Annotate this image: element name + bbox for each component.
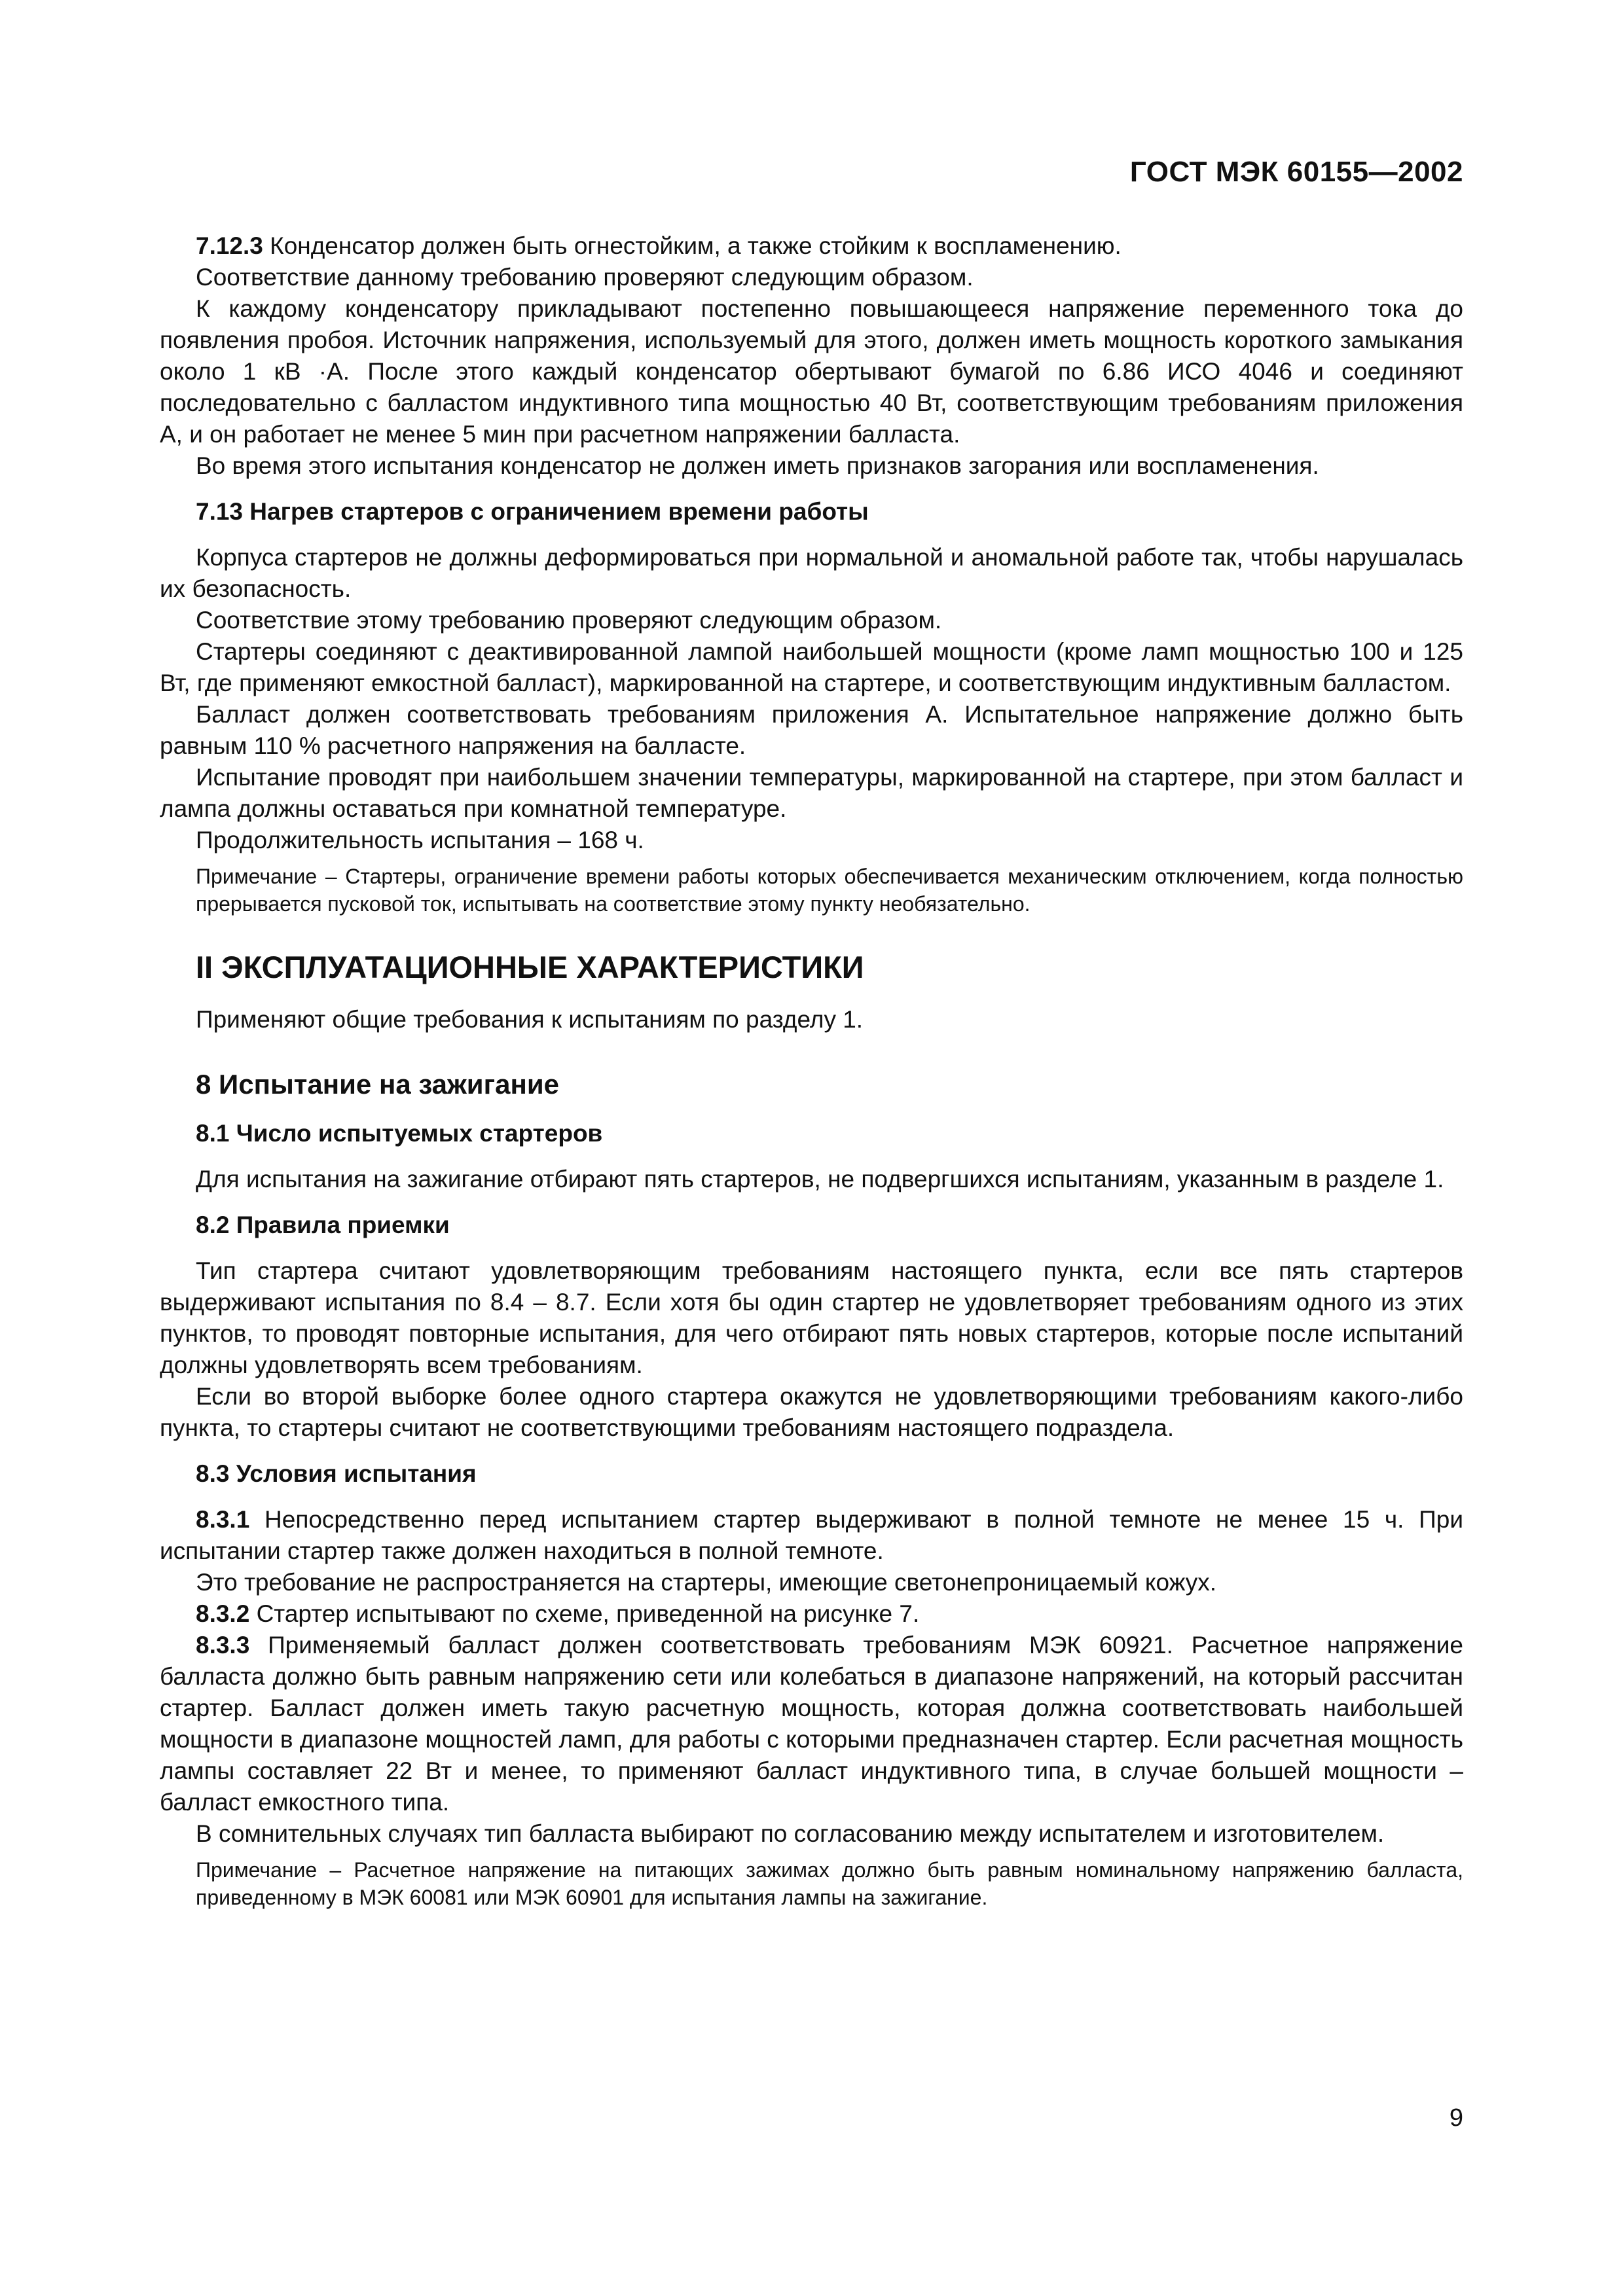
paragraph: Соответствие данному требованию проверяют следующим образом. bbox=[196, 264, 974, 291]
document-body bbox=[160, 230, 1463, 1915]
paragraph: Это требование не распространяется на стартеры, имеющие светонепроницаемый кожух. bbox=[196, 1569, 1217, 1596]
clause-text: Применяемый балласт должен соответствовать требованиям МЭК 60921. Расчетное напряжение балласта должно быть равным напряжению сети или колебаться в диапазоне напряжений, на который рассчитан стартер. Балласт должен иметь такую расчетную мощность, которая должна соответствовать наибольшей мощности в диапазоне мощностей ламп, для работы с которыми предназначен стартер. Если расчетная мощность лампы составляет 22 Вт и менее, то применяют балласт индуктивного типа, в случае большей мощности – балласт емкостного типа. bbox=[160, 1632, 1464, 1816]
paragraph: Во время этого испытания конденсатор не должен иметь признаков загорания или воспламенения. bbox=[196, 452, 1319, 479]
paragraph-7-12-3 bbox=[160, 230, 1463, 262]
paragraph: В сомнительных случаях тип балласта выбирают по согласованию между испытателем и изготовителем. bbox=[196, 1820, 1385, 1847]
paragraph: Тип стартера считают удовлетворяющим требованиям настоящего пункта, если все пять стартеров выдерживают испытания по 8.4 – 8.7. Если хотя бы один стартер не удовлетворяет требованиям одного из этих пунктов, то проводят повторные испытания, для чего отбирают пять новых стартеров, которые после испытаний должны удовлетворять всем требованиям. bbox=[160, 1257, 1463, 1378]
section-heading-8: 8 Испытание на зажигание bbox=[196, 1069, 560, 1100]
paragraph: К каждому конденсатору прикладывают постепенно повышающееся напряжение переменного тока до появления пробоя. Источник напряжения, используемый для этого, должен иметь мощность короткого замыкания около 1 кВ ·А. После этого каждый конденсатор обертывают бумагой по 6.86 ИСО 4046 и соединяют последовательно с балластом индуктивного типа мощностью 40 Вт, соответствующим требованиям приложения А, и он работает не менее 5 мин при расчетном напряжении балласта. bbox=[160, 295, 1463, 448]
clause-text: Конденсатор должен быть огнестойким, а также стойким к воспламенению. bbox=[270, 232, 1122, 259]
page-number: 9 bbox=[1449, 2104, 1463, 2132]
paragraph: Стартеры соединяют с деактивированной лампой наибольшей мощности (кроме ламп мощностью 100 и 125 Вт, где применяют емкостной балласт), маркированной на стартере, и соответствующим индуктивным балластом. bbox=[160, 638, 1463, 696]
clause-number: 7.12.3 bbox=[196, 232, 263, 259]
paragraph: Для испытания на зажигание отбирают пять стартеров, не подвергшихся испытаниям, указанным в разделе 1. bbox=[196, 1166, 1444, 1193]
document-header: ГОСТ МЭК 60155—2002 bbox=[1129, 156, 1463, 188]
paragraph: Испытание проводят при наибольшем значении температуры, маркированной на стартере, при этом балласт и лампа должны оставаться при комнатной температуре. bbox=[160, 764, 1463, 822]
subsection-heading-7-13: 7.13 Нагрев стартеров с ограничением времени работы bbox=[196, 498, 869, 525]
paragraph: Балласт должен соответствовать требованиям приложения А. Испытательное напряжение должно быть равным 110 % расчетного напряжения на балласте. bbox=[160, 701, 1463, 759]
paragraph: Если во второй выборке более одного стартера окажутся не удовлетворяющими требованиям какого-либо пункта, то стартеры считают не соответствующими требованиям настоящего подраздела. bbox=[160, 1383, 1463, 1441]
paragraph: Корпуса стартеров не должны деформироваться при нормальной и аномальной работе так, чтобы нарушалась их безопасность. bbox=[160, 544, 1463, 602]
paragraph: Соответствие этому требованию проверяют следующим образом. bbox=[196, 607, 942, 634]
paragraph: Применяют общие требования к испытаниям по разделу 1. bbox=[196, 1006, 864, 1033]
paragraph: Продолжительность испытания – 168 ч. bbox=[196, 827, 644, 853]
subsection-heading-8-3: 8.3 Условия испытания bbox=[196, 1460, 477, 1487]
note-8-3: Примечание – Расчетное напряжение на питающих зажимах должно быть равным номинальному напряжению балласта, приведенному в МЭК 60081 или МЭК 60901 для испытания лампы на зажигание. bbox=[196, 1858, 1463, 1909]
clause-text: Стартер испытывают по схеме, приведенной на рисунке 7. bbox=[256, 1600, 920, 1627]
clause-text: Непосредственно перед испытанием стартер выдерживают в полной темноте не менее 15 ч. При испытании стартер также должен находиться в полной темноте. bbox=[160, 1506, 1463, 1564]
clause-number: 8.3.2 bbox=[196, 1600, 250, 1627]
part-heading-ii: II ЭКСПЛУАТАЦИОННЫЕ ХАРАКТЕРИСТИКИ bbox=[196, 950, 864, 984]
clause-number: 8.3.1 bbox=[196, 1506, 250, 1533]
paragraph-8-3-1 bbox=[160, 1504, 1463, 1567]
clause-number: 8.3.3 bbox=[196, 1632, 250, 1659]
paragraph-8-3-2 bbox=[160, 1598, 1463, 1630]
paragraph-8-3-3 bbox=[160, 1630, 1463, 1818]
note-7-13: Примечание – Стартеры, ограничение времени работы которых обеспечивается механическим отключением, когда полностью прерывается пусковой ток, испытывать на соответствие этому пункту необязательно. bbox=[196, 865, 1463, 916]
subsection-heading-8-2: 8.2 Правила приемки bbox=[196, 1211, 450, 1238]
subsection-heading-8-1: 8.1 Число испытуемых стартеров bbox=[196, 1120, 603, 1147]
